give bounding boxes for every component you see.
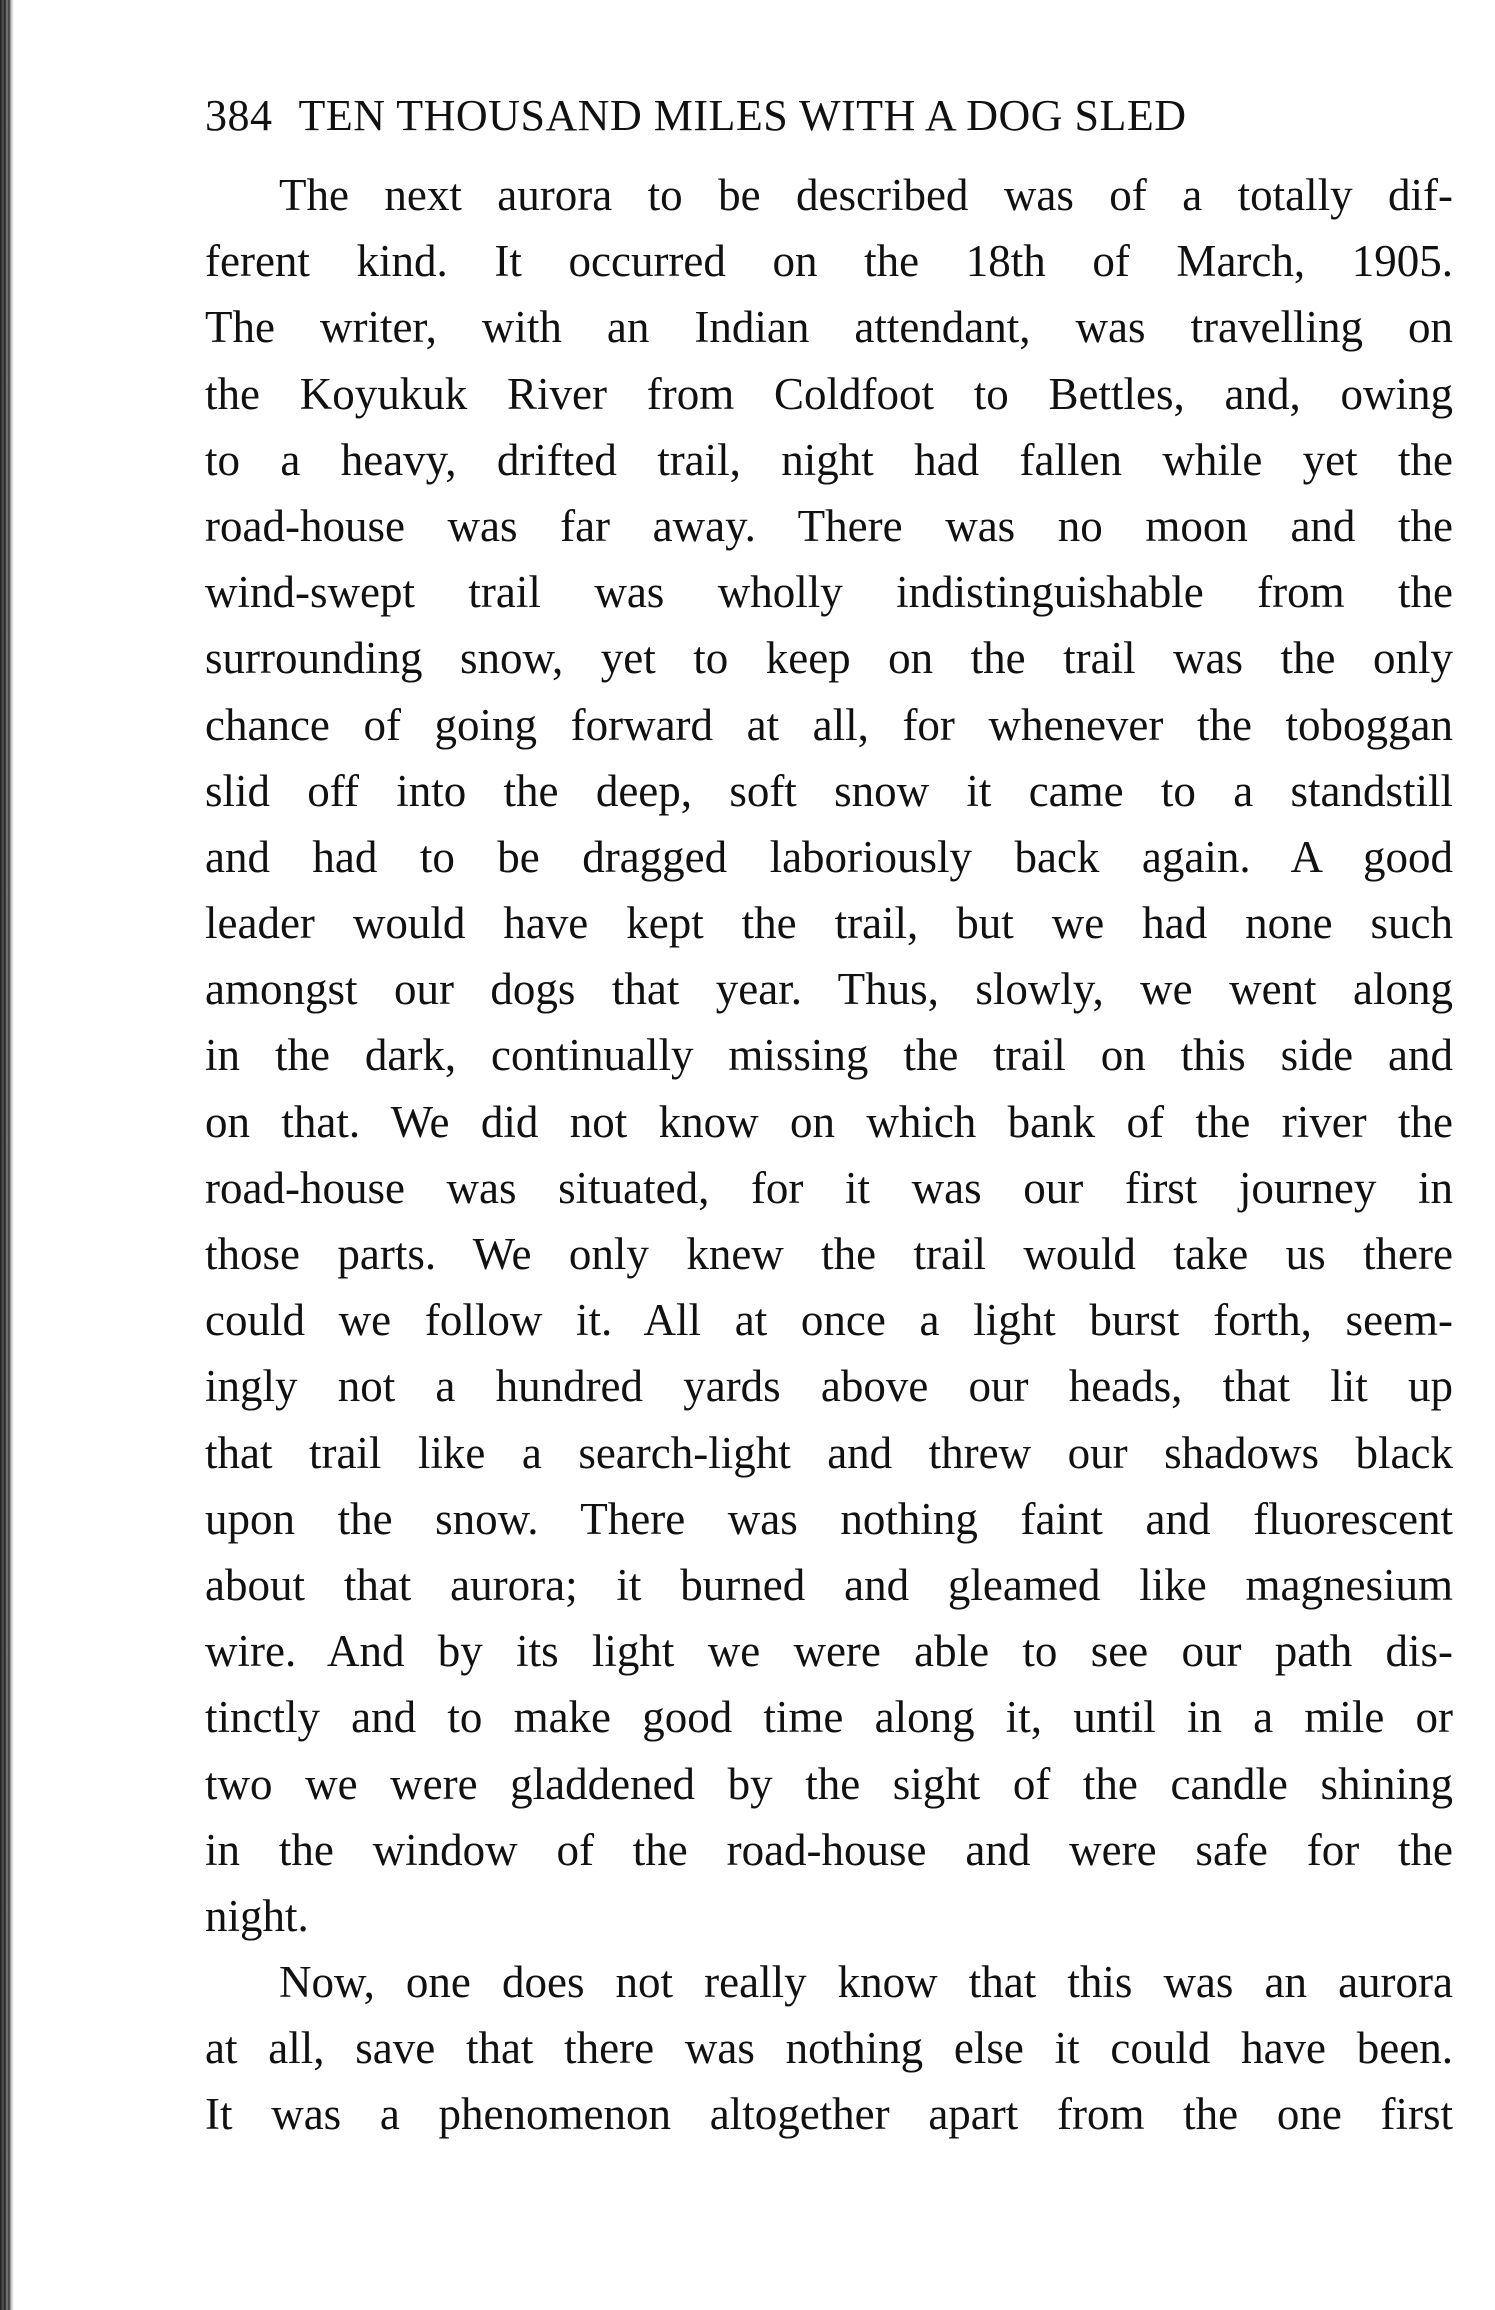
book-page: [205, 90, 1453, 2148]
text-line: in the dark, continually missing the trail on this side and: [205, 1030, 1453, 1081]
text-line: amongst our dogs that year. Thus, slowly, we went along: [205, 964, 1453, 1015]
text-line: night.: [205, 1890, 309, 1941]
text-line: The next aurora to be described was of a totally dif-: [279, 170, 1453, 220]
text-line: leader would have kept the trail, but we had none such: [205, 898, 1453, 949]
paragraph: [205, 162, 1453, 1949]
text-line: ingly not a hundred yards above our heads, that lit up: [205, 1361, 1453, 1412]
text-line: road-house was far away. There was no moon and the: [205, 500, 1453, 551]
text-line: about that aurora; it burned and gleamed like magnesium: [205, 1559, 1453, 1610]
page-number: 384: [205, 91, 273, 140]
text-line: that trail like a search-light and threw our shadows black: [205, 1427, 1453, 1478]
text-line: at all, save that there was nothing else it could have been.: [205, 2023, 1453, 2074]
text-line: wire. And by its light we were able to see our path dis-: [205, 1626, 1453, 1677]
text-line: slid off into the deep, soft snow it came to a standstill: [205, 765, 1453, 816]
running-title: TEN THOUSAND MILES WITH A DOG SLED: [298, 91, 1187, 140]
body-text: [205, 162, 1453, 2148]
text-line: It was a phenomenon altogether apart from the one first: [205, 2089, 1453, 2140]
text-line: and had to be dragged laboriously back again. A good: [205, 831, 1453, 882]
text-line: two we were gladdened by the sight of the candle shining: [205, 1758, 1453, 1809]
text-line: on that. We did not know on which bank of the river the: [205, 1096, 1453, 1147]
text-line: wind-swept trail was wholly indistinguishable from the: [205, 567, 1453, 618]
page-binding-edge: [0, 0, 14, 2310]
text-line: could we follow it. All at once a light burst forth, seem-: [205, 1295, 1453, 1346]
running-head: [205, 90, 1453, 142]
text-line: ferent kind. It occurred on the 18th of March, 1905.: [205, 236, 1453, 287]
text-line: to a heavy, drifted trail, night had fallen while yet the: [205, 434, 1453, 485]
text-line: The writer, with an Indian attendant, was travelling on: [205, 302, 1453, 353]
text-line: in the window of the road-house and were safe for the: [205, 1824, 1453, 1875]
text-line: upon the snow. There was nothing faint and fluorescent: [205, 1493, 1453, 1544]
text-line: the Koyukuk River from Coldfoot to Bettles, and, owing: [205, 368, 1453, 419]
text-line: Now, one does not really know that this was an aurora: [279, 1957, 1453, 2008]
paragraph: [205, 1949, 1453, 2148]
text-line: road-house was situated, for it was our first journey in: [205, 1162, 1453, 1213]
text-line: those parts. We only knew the trail would take us there: [205, 1229, 1453, 1279]
text-line: tinctly and to make good time along it, until in a mile or: [205, 1692, 1453, 1743]
text-line: chance of going forward at all, for whenever the toboggan: [205, 699, 1453, 750]
text-line: surrounding snow, yet to keep on the trail was the only: [205, 633, 1453, 684]
